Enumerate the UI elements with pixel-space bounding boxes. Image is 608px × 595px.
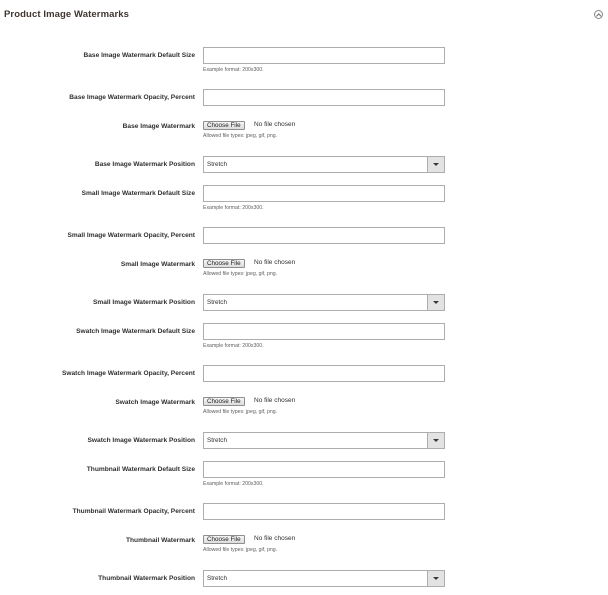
base-choose-file-button[interactable]: Choose File: [203, 121, 245, 130]
swatch-default-size-label: Swatch Image Watermark Default Size: [76, 328, 195, 335]
thumbnail-watermark-image-label: Thumbnail Watermark: [125, 537, 195, 544]
base-watermark-image-label: Base Image Watermark: [122, 123, 195, 130]
small-default-size-note: Example format: 200x300.: [203, 205, 264, 211]
chevron-down-icon[interactable]: [427, 433, 444, 448]
swatch-default-size-note: Example format: 200x300.: [203, 343, 264, 349]
chevron-down-icon[interactable]: [427, 295, 444, 310]
base-default-size-input[interactable]: [203, 47, 445, 64]
thumbnail-allowed-types-note: Allowed file types: jpeg, gif, png.: [203, 547, 278, 553]
swatch-file-status: No file chosen: [254, 397, 296, 404]
swatch-opacity-label: Swatch Image Watermark Opacity, Percent: [61, 370, 195, 377]
small-default-size-input[interactable]: [203, 185, 445, 202]
small-position-select[interactable]: [203, 294, 445, 311]
small-position-label: Small Image Watermark Position: [93, 299, 195, 306]
swatch-opacity-input[interactable]: [203, 365, 445, 382]
chevron-down-icon[interactable]: [427, 157, 444, 172]
base-opacity-input[interactable]: [203, 89, 445, 106]
small-choose-file-button[interactable]: Choose File: [203, 259, 245, 268]
swatch-position-value: Stretch: [207, 437, 227, 444]
swatch-allowed-types-note: Allowed file types: jpeg, gif, png.: [203, 409, 278, 415]
small-watermark-image-label: Small Image Watermark: [120, 261, 195, 268]
base-allowed-types-note: Allowed file types: jpeg, gif, png.: [203, 133, 278, 139]
thumbnail-opacity-label: Thumbnail Watermark Opacity, Percent: [72, 508, 195, 515]
small-allowed-types-note: Allowed file types: jpeg, gif, png.: [203, 271, 278, 277]
thumbnail-choose-file-button[interactable]: Choose File: [203, 535, 245, 544]
base-position-value: Stretch: [207, 161, 227, 168]
small-file-status: No file chosen: [254, 259, 296, 266]
base-position-select[interactable]: [203, 156, 445, 173]
swatch-choose-file-button[interactable]: Choose File: [203, 397, 245, 406]
small-default-size-label: Small Image Watermark Default Size: [81, 190, 195, 197]
thumbnail-default-size-input[interactable]: [203, 461, 445, 478]
swatch-position-label: Swatch Image Watermark Position: [87, 437, 195, 444]
swatch-position-select[interactable]: [203, 432, 445, 449]
swatch-default-size-input[interactable]: [203, 323, 445, 340]
small-opacity-label: Small Image Watermark Opacity, Percent: [67, 232, 195, 239]
small-opacity-input[interactable]: [203, 227, 445, 244]
section-header[interactable]: [0, 0, 608, 32]
thumbnail-position-value: Stretch: [207, 575, 227, 582]
base-opacity-label: Base Image Watermark Opacity, Percent: [69, 94, 195, 101]
thumbnail-opacity-input[interactable]: [203, 503, 445, 520]
thumbnail-position-select[interactable]: [203, 570, 445, 587]
thumbnail-position-label: Thumbnail Watermark Position: [98, 575, 195, 582]
chevron-up-circle-icon[interactable]: [594, 10, 603, 19]
base-default-size-label: Base Image Watermark Default Size: [83, 52, 195, 59]
section-title: Product Image Watermarks: [4, 9, 130, 20]
thumbnail-file-status: No file chosen: [254, 535, 296, 542]
small-position-value: Stretch: [207, 299, 227, 306]
base-position-label: Base Image Watermark Position: [94, 161, 195, 168]
swatch-watermark-image-label: Swatch Image Watermark: [115, 399, 195, 406]
thumbnail-default-size-note: Example format: 200x300.: [203, 481, 264, 487]
base-default-size-note: Example format: 200x300.: [203, 67, 264, 73]
base-file-status: No file chosen: [254, 121, 296, 128]
chevron-down-icon[interactable]: [427, 571, 444, 586]
thumbnail-default-size-label: Thumbnail Watermark Default Size: [86, 466, 195, 473]
